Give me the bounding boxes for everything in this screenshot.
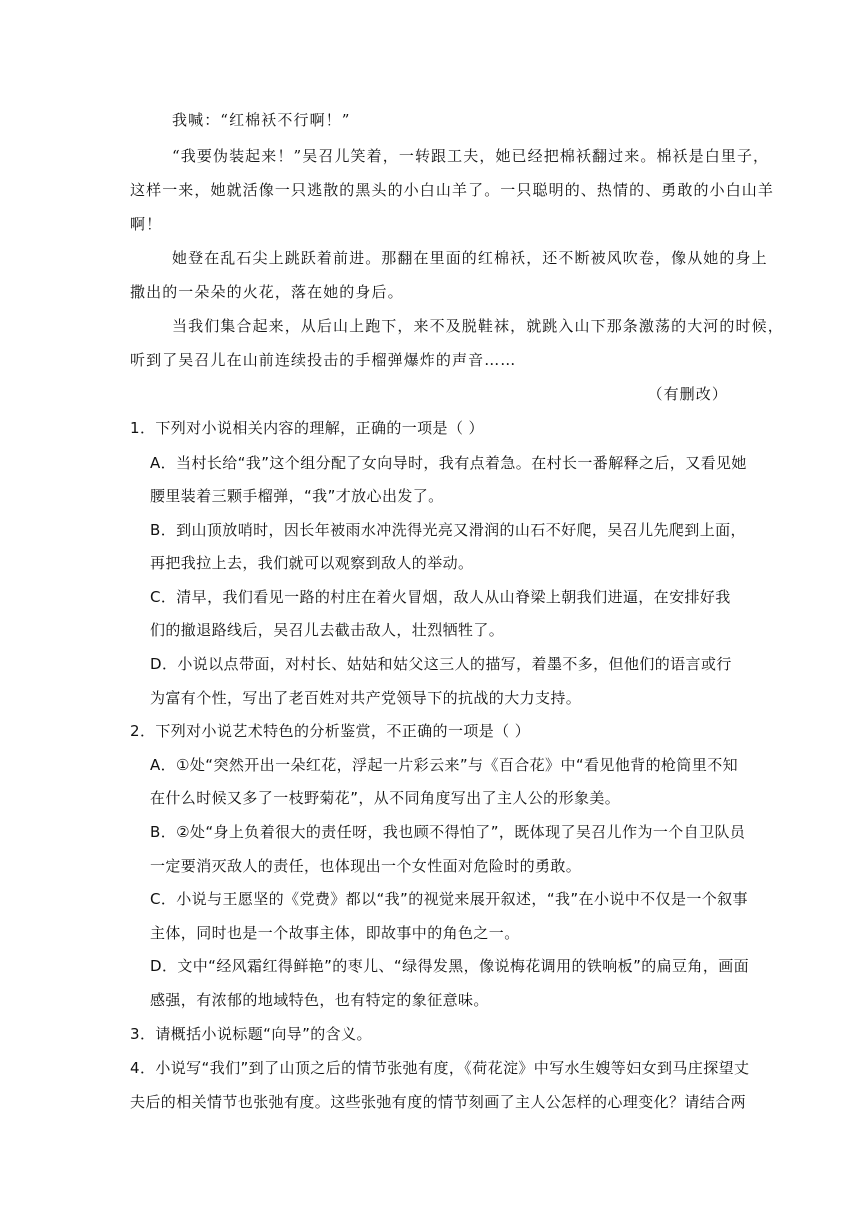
question-2-stem: 2．下列对小说艺术特色的分析鉴赏，不正确的一项是（ ）: [130, 722, 531, 740]
question-2-option-d-line-2: 感强，有浓郁的地域特色，也有特定的象征意味。: [150, 991, 489, 1009]
question-1-option-b-line-1: B．到山顶放哨时，因长年被雨水冲洗得光亮又滑润的山石不好爬，吴召儿先爬到上面，: [150, 521, 746, 539]
question-1-option-c-line-1: C．清早，我们看见一路的村庄在着火冒烟，敌人从山脊梁上朝我们进逼，在安排好我: [150, 588, 731, 606]
story-paragraph-3-line-1: 她登在乱石尖上跳跃着前进。那翻在里面的红棉袄，还不断被风吹卷，像从她的身上: [172, 249, 768, 267]
question-3-stem: 3．请概括小说标题“向导”的含义。: [130, 1025, 372, 1043]
story-paragraph-1: 我喊：“红棉袄不行啊！”: [172, 111, 351, 129]
story-paragraph-3-line-2: 撒出的一朵朵的火花，落在她的身后。: [130, 283, 404, 301]
story-paragraph-2-line-1: “我要伪装起来！”吴召儿笑着，一转跟工夫，她已经把棉袄翻过来。棉袄是白里子，: [172, 147, 770, 165]
question-1-option-d-line-1: D．小说以点带面，对村长、姑姑和姑父这三人的描写，着墨不多，但他们的语言或行: [150, 655, 732, 673]
question-2-option-c-line-2: 主体，同时也是一个故事主体，即故事中的角色之一。: [150, 924, 520, 942]
question-1-option-d-line-2: 为富有个性，写出了老百姓对共产党领导下的抗战的大力支持。: [150, 689, 582, 707]
question-2-option-a-line-1: A．①处“突然开出一朵红花，浮起一片彩云来”与《百合花》中“看见他背的枪筒里不知: [150, 756, 739, 774]
question-2-option-c-line-1: C．小说与王愿坚的《党费》都以“我”的视觉来展开叙述，“我”在小说中不仅是一个叙事: [150, 890, 748, 908]
story-paragraph-2-line-3: 啊！: [130, 215, 163, 233]
question-2-option-b-line-2: 一定要消灭敌人的责任，也体现出一个女性面对危险时的勇敢。: [150, 857, 582, 875]
question-1-option-c-line-2: 们的撤退路线后，吴召儿去截击敌人，壮烈牺牲了。: [150, 621, 505, 639]
question-1-option-a-line-1: A．当村长给“我”这个组分配了女向导时，我有点着急。在村长一番解释之后，又看见她: [150, 454, 747, 472]
story-paragraph-2-line-2: 这样一来，她就活像一只逃散的黑头的小白山羊了。一只聪明的、热情的、勇敢的小白山羊: [130, 181, 775, 199]
source-note: （有删改）: [647, 385, 728, 403]
question-2-option-b-line-1: B．②处“身上负着很大的责任呀，我也顾不得怕了”，既体现了吴召儿作为一个自卫队员: [150, 823, 746, 841]
question-1-option-b-line-2: 再把我拉上去，我们就可以观察到敌人的举动。: [150, 554, 474, 572]
story-paragraph-4-line-2: 听到了吴召儿在山前连续投击的手榴弹爆炸的声音……: [130, 351, 517, 369]
story-paragraph-4-line-1: 当我们集合起来，从后山上跑下，来不及脱鞋袜，就跳入山下那条激荡的大河的时候，: [172, 317, 784, 335]
question-4-line-1: 4．小说写“我们”到了山顶之后的情节张弛有度，《荷花淀》中写水生嫂等妇女到马庄探望丈: [130, 1059, 750, 1077]
question-2-option-d-line-1: D．文中“经风霜红得鲜艳”的枣儿、“绿得发黑，像说梅花调用的铁响板”的扁豆角，画面: [150, 957, 750, 975]
question-4-line-2: 夫后的相关情节也张弛有度。这些张弛有度的情节刻画了主人公怎样的心理变化？请结合两: [130, 1093, 747, 1111]
question-1-stem: 1．下列对小说相关内容的理解，正确的一项是（ ）: [130, 419, 484, 437]
question-2-option-a-line-2: 在什么时候又多了一枝野菊花”，从不同角度写出了主人公的形象美。: [150, 789, 621, 807]
question-1-option-a-line-2: 腰里装着三颗手榴弹，“我”才放心出发了。: [150, 487, 444, 505]
